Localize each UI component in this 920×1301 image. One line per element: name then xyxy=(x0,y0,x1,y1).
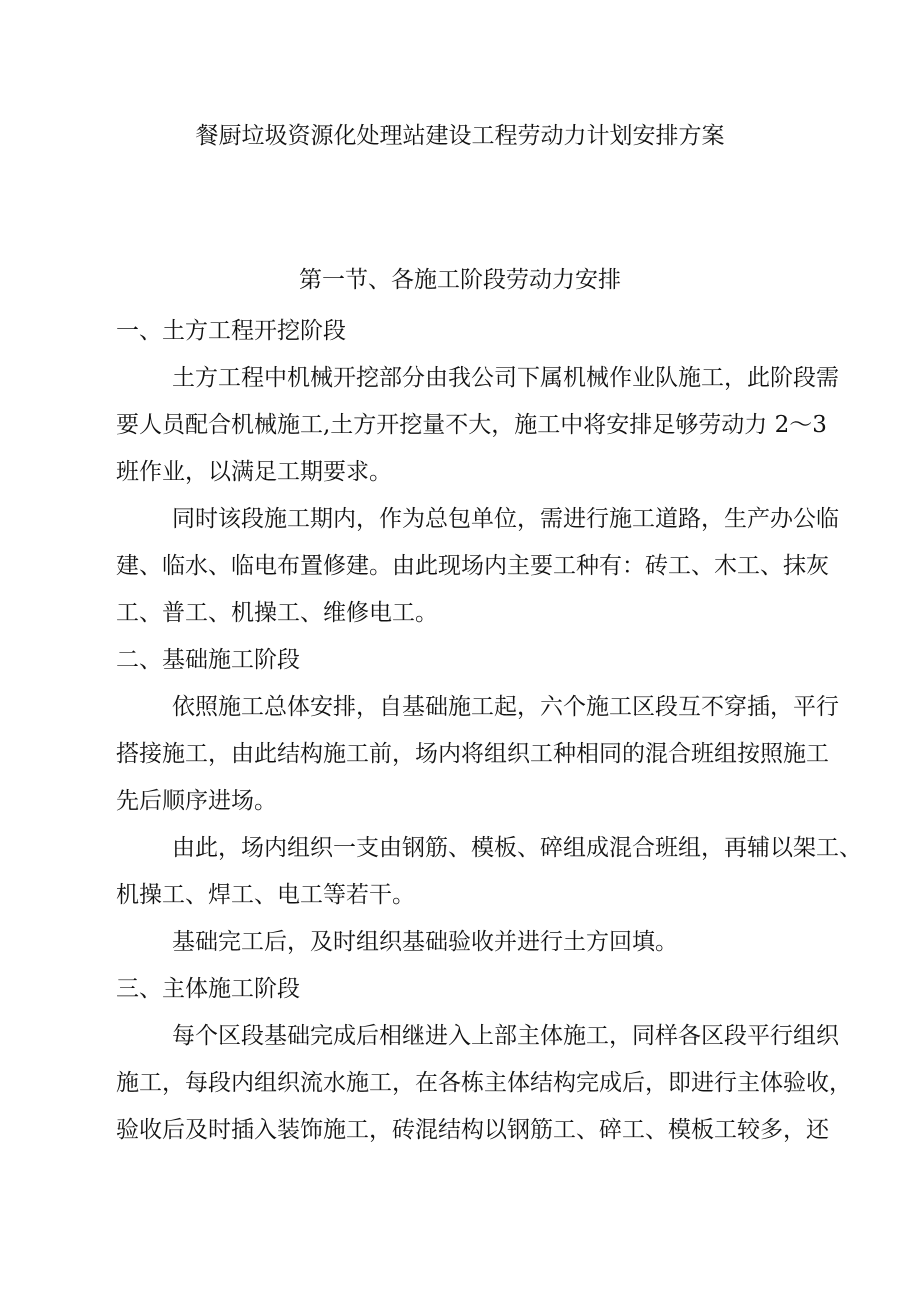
stage2-p2-line1: 由此，场内组织一支由钢筋、模板、碎组成混合班组，再辅以架工、 xyxy=(172,835,862,861)
stage1-p2-line3: 工、普工、机操工、维修电工。 xyxy=(116,600,438,626)
stage1-p2-line2: 建、临水、临电布置修建。由此现场内主要工种有：砖工、木工、抹灰 xyxy=(116,553,829,579)
stage2-p1-line1: 依照施工总体安排，自基础施工起，六个施工区段互不穿插，平行 xyxy=(172,694,839,720)
section-title: 第一节、各施工阶段劳动力安排 xyxy=(299,267,621,293)
stage2-p3-line1: 基础完工后，及时组织基础验收并进行土方回填。 xyxy=(172,929,678,955)
stage2-p1-line3: 先后顺序进场。 xyxy=(116,788,277,814)
stage2-heading: 二、基础施工阶段 xyxy=(116,647,300,673)
stage3-p1-line1: 每个区段基础完成后相继进入上部主体施工，同样各区段平行组织 xyxy=(172,1023,839,1049)
stage2-p1-line2: 搭接施工，由此结构施工前，场内将组织工种相同的混合班组按照施工 xyxy=(116,741,829,767)
document-body xyxy=(116,308,862,1154)
stage1-p1-line1: 土方工程中机械开挖部分由我公司下属机械作业队施工，此阶段需 xyxy=(172,365,839,391)
stage3-heading: 三、主体施工阶段 xyxy=(116,976,300,1002)
stage1-p1-line3: 班作业，以满足工期要求。 xyxy=(116,459,392,485)
stage3-p1-line2: 施工，每段内组织流水施工，在各栋主体结构完成后，即进行主体验收， xyxy=(116,1070,852,1096)
stage1-heading: 一、土方工程开挖阶段 xyxy=(116,318,346,344)
stage3-p1-line3: 验收后及时插入装饰施工，砖混结构以钢筋工、碎工、模板工较多，还 xyxy=(116,1117,829,1143)
stage2-p2-line2: 机操工、焊工、电工等若干。 xyxy=(116,882,415,908)
stage1-p2-line1: 同时该段施工期内，作为总包单位，需进行施工道路，生产办公临 xyxy=(172,506,839,532)
document-title: 餐厨垃圾资源化处理站建设工程劳动力计划安排方案 xyxy=(195,123,725,149)
stage1-p1-line2: 要人员配合机械施工,土方开挖量不大，施工中将安排足够劳动力 2～3 xyxy=(116,412,827,438)
